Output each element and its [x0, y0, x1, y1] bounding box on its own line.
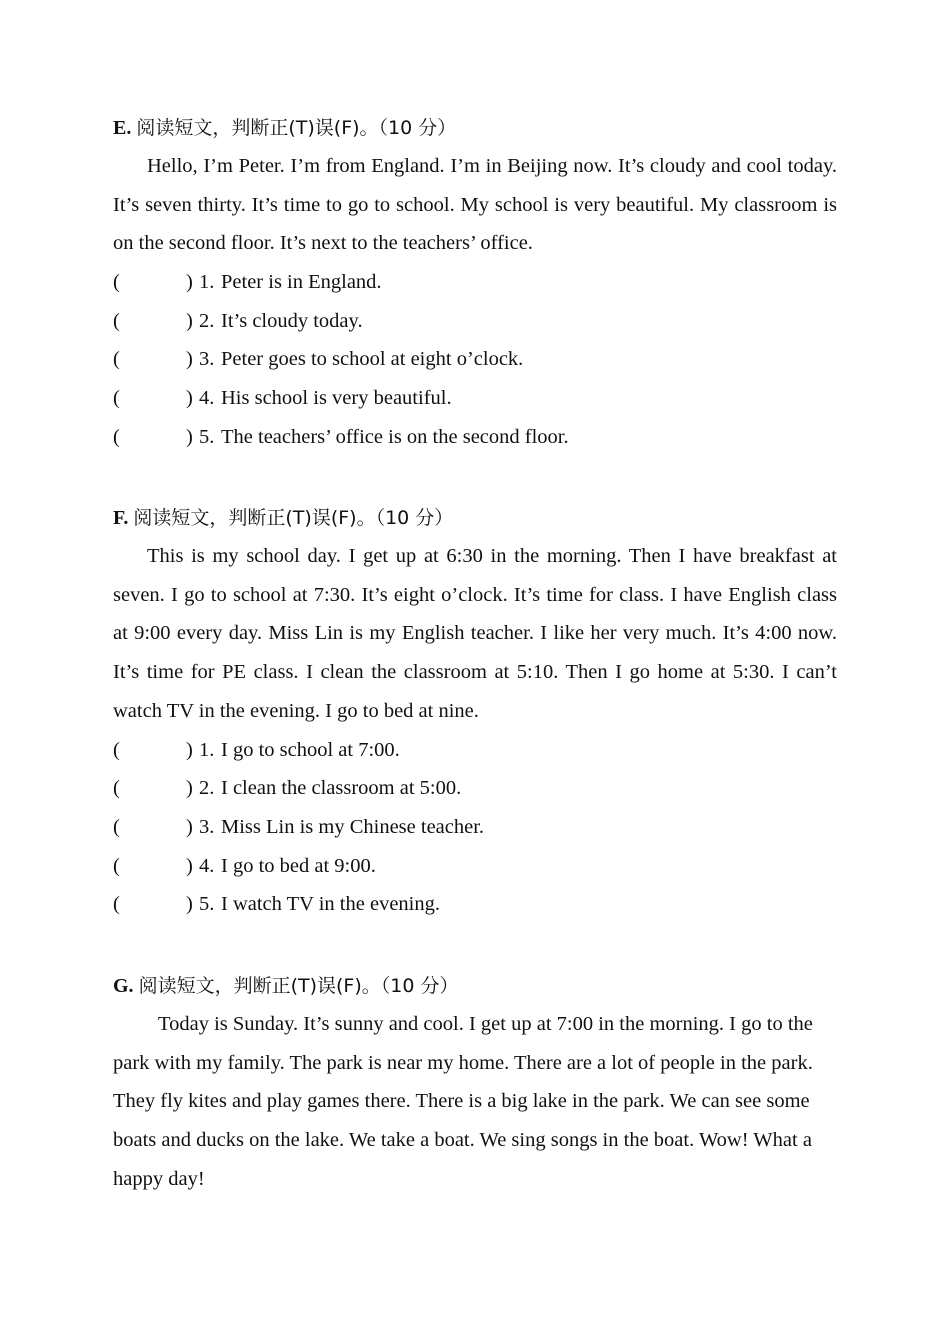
- question-text: I go to bed at 9:00.: [221, 854, 376, 877]
- answer-blank-close: ): [186, 348, 193, 371]
- question-text: Miss Lin is my Chinese teacher.: [221, 815, 485, 838]
- answer-blank-close: ): [186, 893, 193, 916]
- question-item: [113, 418, 837, 457]
- reading-passage: Today is Sunday. It’s sunny and cool. I get up at 7:00 in the morning. I go to the park with my family. The park is near my home. There are a lot of people in the park. They fly kites and play games there. There is a big lake in the park. We can see some boats and ducks on the lake. We take a boat. We sing songs in the boat. Wow! What a happy day!: [113, 1013, 813, 1190]
- question-number: 5.: [199, 425, 215, 448]
- question-text: The teachers’ office is on the second floor.: [221, 425, 569, 448]
- question-number: 1.: [199, 271, 215, 294]
- answer-blank-open[interactable]: (: [113, 738, 120, 761]
- question-number: 1.: [199, 738, 215, 761]
- question-item: [113, 302, 837, 341]
- section-e: [113, 109, 837, 457]
- section-letter: F.: [113, 507, 129, 529]
- answer-blank-open[interactable]: (: [113, 777, 120, 800]
- question-number: 4.: [199, 854, 215, 877]
- reading-passage: This is my school day. I get up at 6:30 in the morning. Then I have breakfast at seven. I go to school at 7:30. It’s eight o’clock. It’s time for class. I have English class at 9:00 every day. Miss Lin is my English teacher. I like her very much. It’s 4:00 now. It’s time for PE class. I clean the classroom at 5:10. Then I go home at 5:30. I can’t watch TV in the evening. I go to bed at nine.: [113, 545, 837, 722]
- question-item: [113, 263, 837, 302]
- section-instruction: 阅读短文，判断正(T)误(F)。（10 分）: [138, 975, 459, 997]
- question-item: [113, 808, 837, 847]
- section-letter: G.: [113, 975, 134, 997]
- answer-blank-open[interactable]: (: [113, 425, 120, 448]
- answer-blank-open[interactable]: (: [113, 815, 120, 838]
- answer-blank-close: ): [186, 815, 193, 838]
- answer-blank-open[interactable]: (: [113, 348, 120, 371]
- question-item: [113, 379, 837, 418]
- question-text: Peter goes to school at eight o’clock.: [221, 348, 524, 371]
- answer-blank-close: ): [186, 271, 193, 294]
- section-instruction: 阅读短文，判断正(T)误(F)。（10 分）: [136, 117, 457, 139]
- question-number: 5.: [199, 893, 215, 916]
- question-text: It’s cloudy today.: [221, 309, 363, 332]
- question-item: [113, 885, 837, 924]
- answer-blank-open[interactable]: (: [113, 893, 120, 916]
- answer-blank-open[interactable]: (: [113, 854, 120, 877]
- section-g: [113, 967, 837, 1199]
- question-item: [113, 731, 837, 770]
- section-heading: [113, 109, 837, 147]
- section-instruction: 阅读短文，判断正(T)误(F)。（10 分）: [133, 507, 454, 529]
- answer-blank-close: ): [186, 854, 193, 877]
- answer-blank-open[interactable]: (: [113, 271, 120, 294]
- question-text: Peter is in England.: [221, 271, 382, 294]
- answer-blank-close: ): [186, 309, 193, 332]
- question-number: 2.: [199, 777, 215, 800]
- answer-blank-close: ): [186, 387, 193, 410]
- question-number: 3.: [199, 815, 215, 838]
- answer-blank-open[interactable]: (: [113, 387, 120, 410]
- question-number: 2.: [199, 309, 215, 332]
- section-letter: E.: [113, 117, 132, 139]
- answer-blank-open[interactable]: (: [113, 309, 120, 332]
- question-text: I go to school at 7:00.: [221, 738, 400, 761]
- section-f: [113, 499, 837, 924]
- question-text: I clean the classroom at 5:00.: [221, 777, 462, 800]
- question-item: [113, 769, 837, 808]
- question-number: 3.: [199, 348, 215, 371]
- section-heading: [113, 967, 837, 1005]
- question-item: [113, 340, 837, 379]
- answer-blank-close: ): [186, 738, 193, 761]
- reading-passage: Hello, I’m Peter. I’m from England. I’m in Beijing now. It’s cloudy and cool today. It’s seven thirty. It’s time to go to school. My school is very beautiful. My classroom is on the second floor. It’s next to the teachers’ office.: [113, 155, 837, 255]
- answer-blank-close: ): [186, 425, 193, 448]
- answer-blank-close: ): [186, 777, 193, 800]
- question-text: I watch TV in the evening.: [221, 893, 440, 916]
- section-heading: [113, 499, 837, 537]
- question-item: [113, 847, 837, 886]
- question-number: 4.: [199, 387, 215, 410]
- question-text: His school is very beautiful.: [221, 387, 452, 410]
